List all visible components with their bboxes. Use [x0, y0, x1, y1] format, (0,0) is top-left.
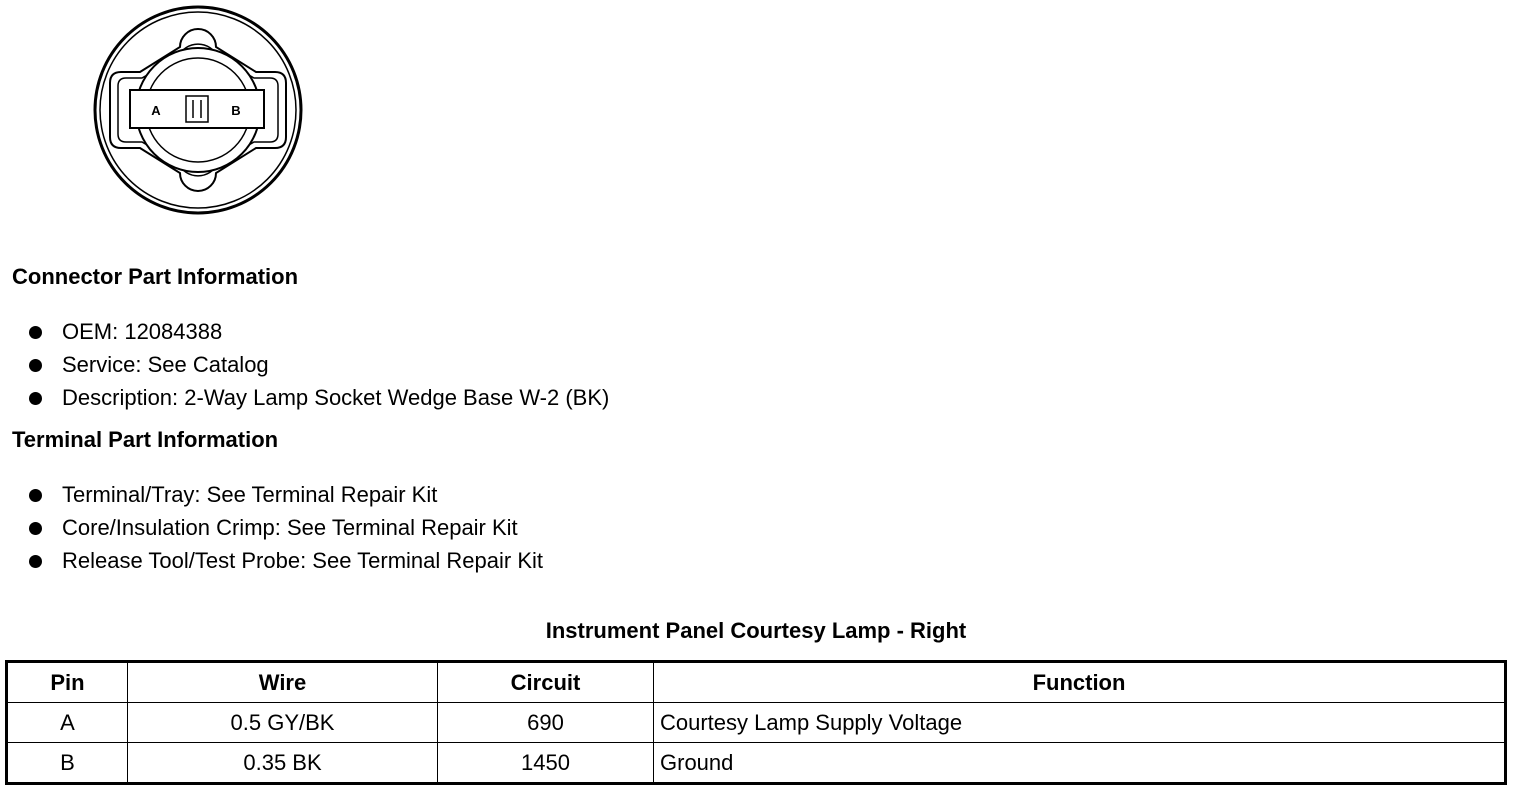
function-cell: Ground: [654, 743, 1506, 784]
wire-cell: 0.5 GY/BK: [128, 703, 438, 743]
bullet-icon: [29, 392, 42, 405]
list-item: [0, 547, 543, 580]
connector-part-info-heading: Connector Part Information: [12, 264, 299, 289]
list-item: [0, 481, 543, 514]
terminal-part-info-heading: Terminal Part Information: [12, 427, 279, 452]
table-row: [7, 743, 1506, 784]
list-item: [0, 318, 609, 351]
column-header-function: Function: [654, 662, 1506, 703]
column-header-circuit: Circuit: [438, 662, 654, 703]
list-item: [0, 351, 609, 384]
circuit-cell: 1450: [438, 743, 654, 784]
terminal-part-info-list: [0, 481, 543, 580]
wire-cell: 0.35 BK: [128, 743, 438, 784]
connector-part-info-list: [0, 318, 609, 417]
table-row: [7, 703, 1506, 743]
pin-table: [5, 660, 1507, 785]
bullet-icon: [29, 326, 42, 339]
bullet-icon: [29, 489, 42, 502]
table-header-row: [7, 662, 1506, 703]
terminal-block: [130, 90, 264, 128]
list-item-text: OEM: 12084388: [62, 319, 223, 344]
list-item: [0, 514, 543, 547]
connector-face-diagram: [90, 2, 306, 218]
list-item-text: Core/Insulation Crimp: See Terminal Repair Kit: [62, 515, 518, 540]
list-item-text: Description: 2-Way Lamp Socket Wedge Base W-2 (BK): [62, 385, 610, 410]
pin-cell: A: [7, 703, 128, 743]
list-item-text: Terminal/Tray: See Terminal Repair Kit: [62, 482, 438, 507]
pin-cell: B: [7, 743, 128, 784]
table-title: Instrument Panel Courtesy Lamp - Right: [545, 618, 967, 643]
bullet-icon: [29, 359, 42, 372]
list-item: [0, 384, 609, 417]
function-cell: Courtesy Lamp Supply Voltage: [654, 703, 1506, 743]
list-item-text: Release Tool/Test Probe: See Terminal Repair Kit: [62, 548, 543, 573]
bullet-icon: [29, 522, 42, 535]
terminal-label-b: B: [231, 103, 241, 118]
terminal-label-a: A: [151, 103, 161, 118]
list-item-text: Service: See Catalog: [62, 352, 269, 377]
circuit-cell: 690: [438, 703, 654, 743]
column-header-pin: Pin: [7, 662, 128, 703]
bullet-icon: [29, 555, 42, 568]
column-header-wire: Wire: [128, 662, 438, 703]
